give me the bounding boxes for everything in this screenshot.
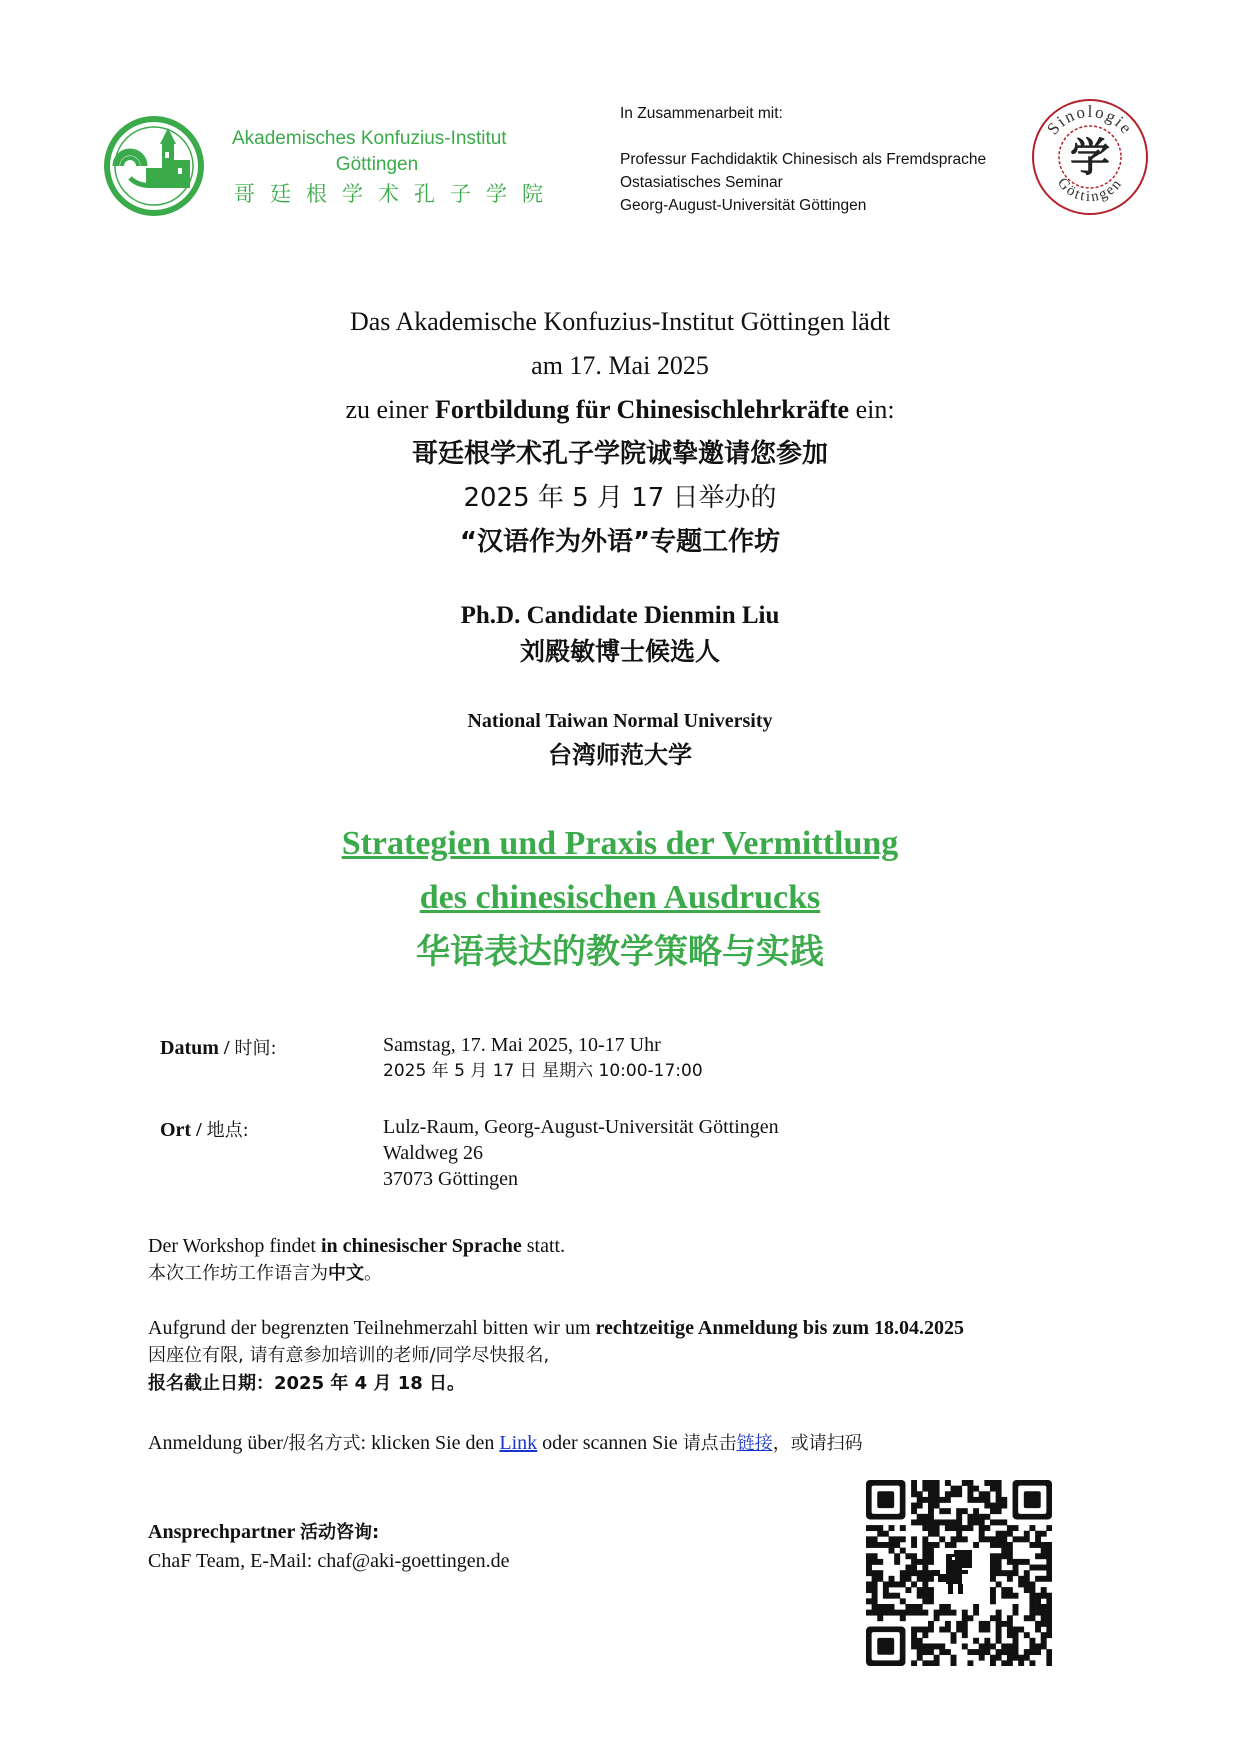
place-label-cn: 地点:: [206, 1120, 249, 1141]
registration-deadline-bold: rechtzeitige Anmeldung bis zum 18.04.2025: [595, 1317, 965, 1339]
seal-icon: [1030, 97, 1150, 217]
institute-name: [232, 126, 522, 178]
registration-link-cn[interactable]: 链接: [736, 1433, 773, 1454]
invitation-cn-line2: 2025 年 5 月 17 日举办的: [463, 483, 777, 513]
qr-finder-pattern: [866, 1480, 905, 1519]
registration-pre: Aufgrund der begrenzten Teilnehmerzahl bitten wir um: [148, 1317, 596, 1339]
invitation-cn-line1: 哥廷根学术孔子学院诚挚邀请您参加: [411, 439, 828, 469]
registration-cn-deadline: 报名截止日期：2025 年 4 月 18 日。: [148, 1373, 466, 1394]
method-cn: 报名方式: [288, 1433, 361, 1454]
seal-bottom-text: Göttingen: [1053, 175, 1126, 206]
registration-note: [148, 1314, 964, 1398]
date-label-cn: 时间:: [234, 1038, 277, 1059]
invitation-line1: Das Akademische Konfuzius-Institut Göttingen lädt: [349, 307, 891, 336]
method-post-cn: ，或请扫码: [772, 1433, 863, 1454]
invitation-line3-pre: zu einer: [345, 395, 435, 424]
speaker-block: [0, 598, 1240, 670]
invitation-line3-bold: Fortbildung für Chinesischlehrkräfte: [434, 395, 850, 424]
date-value-cn: 2025 年 5 月 17 日 星期六 10:00-17:00: [383, 1061, 703, 1081]
place-line1: Lulz-Raum, Georg-August-Universität Göttingen: [383, 1116, 779, 1138]
language-cn-post: 。: [364, 1263, 382, 1284]
language-cn-bold: 中文: [328, 1263, 364, 1284]
dinosaur-icon: [932, 1550, 972, 1594]
method-pre: Anmeldung über/: [148, 1432, 289, 1454]
title-line2: des chinesischen Ausdrucks: [419, 879, 821, 916]
qr-finder-pattern: [866, 1627, 905, 1666]
language-pre: Der Workshop findet: [148, 1235, 321, 1257]
date-value-line: Samstag, 17. Mai 2025, 10-17 Uhr: [383, 1034, 661, 1056]
registration-link[interactable]: Link: [499, 1432, 538, 1454]
aki-logo: [86, 116, 222, 216]
cooperation-label: In Zusammenarbeit mit:: [620, 105, 783, 122]
institute-name-line1: Akademisches Konfuzius-Institut: [232, 128, 507, 149]
date-label-text: Datum /: [160, 1037, 235, 1059]
qr-code-icon[interactable]: [866, 1480, 1052, 1666]
invitation-block: [0, 300, 1240, 564]
invitation-cn-line3: “汉语作为外语”专题工作坊: [459, 527, 781, 557]
seal-character: 学: [1070, 135, 1110, 181]
title-cn: 华语表达的教学策略与实践: [416, 932, 824, 972]
date-label: [160, 1034, 277, 1060]
language-post: statt.: [521, 1235, 566, 1257]
invitation-line3: [0, 388, 1240, 432]
university-name-cn: 台湾师范大学: [548, 741, 692, 769]
partner-line1: Professur Fachdidaktik Chinesisch als Fremdsprache: [620, 151, 987, 168]
place-value: [383, 1114, 779, 1192]
aki-logo-icon: [86, 116, 222, 216]
speaker-name-cn: 刘殿敏博士候选人: [519, 637, 720, 666]
language-note: [148, 1232, 565, 1288]
language-bold: in chinesischer Sprache: [321, 1235, 522, 1257]
contact-label: Ansprechpartner: [148, 1521, 301, 1543]
place-label-text: Ort /: [160, 1119, 207, 1141]
method-cn2: 请点击: [682, 1433, 737, 1454]
contact-email-line: ChaF Team, E-Mail: chaf@aki-goettingen.de: [148, 1550, 510, 1572]
speaker-name: Ph.D. Candidate Dienmin Liu: [460, 602, 780, 629]
title-line1: Strategien und Praxis der Vermittlung: [341, 825, 899, 862]
method-mid2: oder scannen Sie: [537, 1432, 683, 1454]
sinologie-seal: [1030, 97, 1150, 217]
cooperation-block: [620, 102, 986, 217]
invitation-line2: am 17. Mai 2025: [531, 351, 709, 380]
place-line3: 37073 Göttingen: [383, 1168, 518, 1190]
registration-cn-line: 因座位有限, 请有意参加培训的老师/同学尽快报名,: [148, 1345, 550, 1366]
partner-line2: Ostasiatisches Seminar: [620, 174, 783, 191]
invitation-line3-post: ein:: [849, 395, 895, 424]
contact-label-cn: 活动咨询:: [300, 1522, 380, 1543]
date-value: [383, 1032, 703, 1084]
place-line2: Waldweg 26: [383, 1142, 484, 1164]
university-block: [0, 704, 1240, 772]
institute-name-line2: Göttingen: [335, 154, 419, 175]
registration-qr-code[interactable]: [866, 1480, 1052, 1666]
registration-method: [148, 1429, 863, 1458]
seal-top-text: Sinologie: [1043, 101, 1137, 139]
language-cn-pre: 本次工作坊工作语言为: [148, 1263, 328, 1284]
method-mid: : klicken Sie den: [360, 1432, 500, 1454]
svg-text:Sinologie: [1043, 102, 1137, 138]
university-name: National Taiwan Normal University: [467, 710, 773, 732]
institute-name-cn: 哥廷根学术孔子学院: [234, 182, 558, 206]
place-label: [160, 1116, 249, 1142]
qr-finder-pattern: [1013, 1480, 1052, 1519]
partner-line3: Georg-August-Universität Göttingen: [620, 197, 867, 214]
contact-block: [148, 1518, 510, 1575]
workshop-title: [0, 817, 1240, 979]
